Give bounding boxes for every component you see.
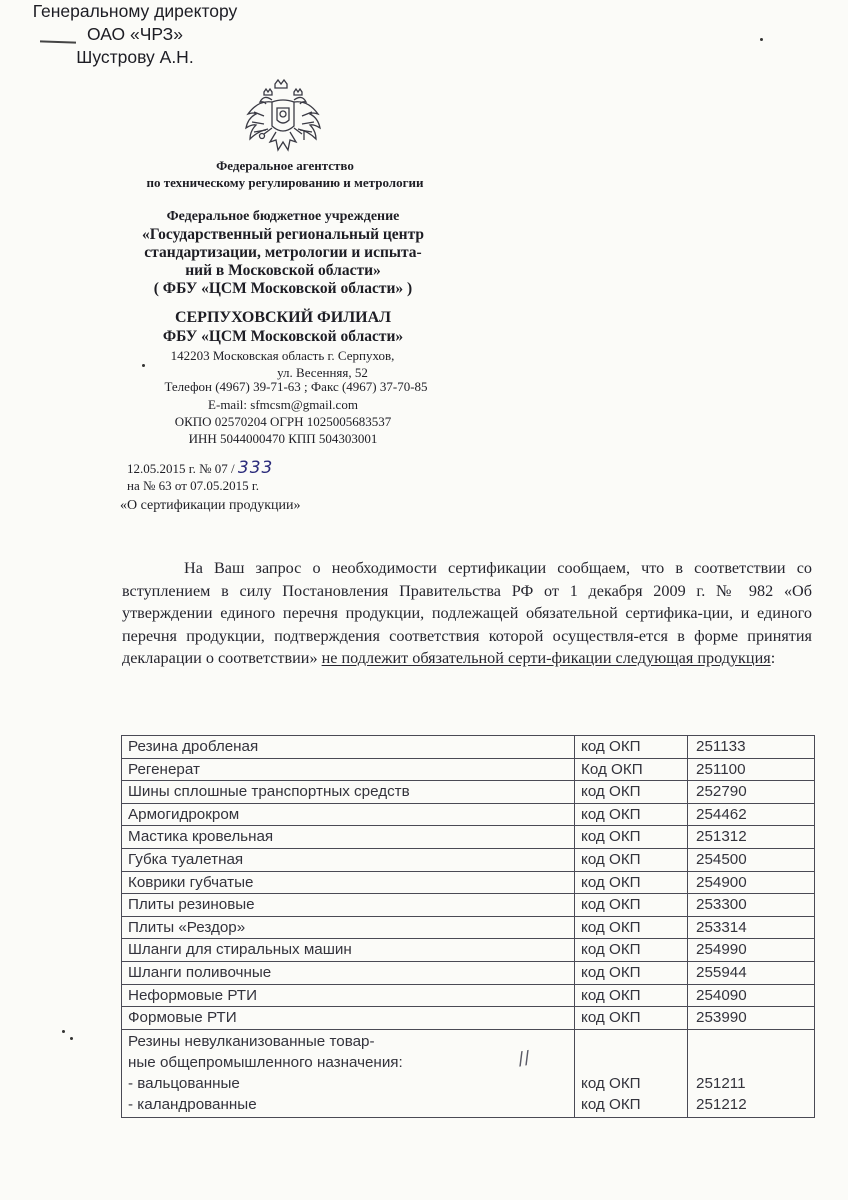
product-name-cell: Коврики губчатые — [122, 871, 575, 894]
okp-code-cell: 251133 — [688, 736, 815, 759]
code-label-cell: код ОКП — [575, 939, 688, 962]
reply-to-line: на № 63 от 07.05.2015 г. — [127, 478, 260, 493]
code-label-cell: код ОКП — [575, 781, 688, 804]
okp-code-cell: 254090 — [688, 984, 815, 1007]
address-line: ул. Весенняя, 52 — [277, 365, 368, 380]
table-row — [122, 781, 815, 804]
addressee-line: ОАО «ЧРЗ» — [87, 24, 183, 44]
table-row — [122, 1007, 815, 1030]
product-name-cell: Плиты «Рездор» — [122, 916, 575, 939]
institution-line: стандартизации, метрологии и испыта- — [144, 244, 422, 261]
date-number-text: 12.05.2015 г. № 07 / — [127, 461, 238, 476]
code-label-cell — [575, 1029, 688, 1117]
table-row — [122, 961, 815, 984]
institution-line: «Государственный региональный центр — [141, 226, 425, 243]
scan-speck — [62, 1030, 65, 1033]
code-label: код ОКП — [581, 1074, 641, 1092]
product-group-heading: Резины невулканизованные товар- — [128, 1032, 375, 1050]
coat-of-arms-icon — [242, 78, 324, 160]
addressee-line: Шустрову А.Н. — [76, 47, 194, 67]
okp-code-cell: 253314 — [688, 916, 815, 939]
okp-code-cell: 254900 — [688, 871, 815, 894]
code-label-cell: код ОКП — [575, 871, 688, 894]
outgoing-date-number — [127, 460, 273, 477]
letter-subject: «О сертификации продукции» — [120, 498, 301, 513]
institution-line: ( ФБУ «ЦСМ Московской области» ) — [153, 280, 413, 297]
product-table — [121, 735, 815, 1118]
okp-code-cell: 252790 — [688, 781, 815, 804]
letter-body — [122, 557, 812, 670]
table-row — [122, 939, 815, 962]
code-label-cell: код ОКП — [575, 894, 688, 917]
table-row — [122, 826, 815, 849]
body-main-text: На Ваш запрос о необходимости сертификации сообщаем, что в соответствии со вступлением в силу Постановления Правительства РФ от 1 декабря 2009 г. № 982 «Об утверждении единого перечня продукции, подлежащей обязательной сертифика-ции, и единого перечня продукции, подтверждения соответствия которой осуществля-ется в форме принятия декларации о соответствии» — [122, 559, 812, 667]
product-subitem: - каландрованные — [128, 1095, 257, 1113]
agency-name — [105, 157, 465, 191]
inn-kpp-line: ИНН 5044000470 КПП 504303001 — [188, 431, 378, 446]
product-subitem: - вальцованные — [128, 1074, 240, 1092]
okp-code: 251211 — [696, 1074, 746, 1092]
code-label-cell: код ОКП — [575, 984, 688, 1007]
code-label-cell: код ОКП — [575, 736, 688, 759]
blank-line — [696, 1052, 814, 1073]
product-name-cell: Армогидрокром — [122, 803, 575, 826]
branch-address — [110, 347, 455, 381]
product-name-cell: Формовые РТИ — [122, 1007, 575, 1030]
product-name-cell: Регенерат — [122, 758, 575, 781]
okp-code-cell: 253300 — [688, 894, 815, 917]
scan-speck — [760, 38, 763, 41]
institution-line: Федеральное бюджетное учреждение — [166, 209, 400, 224]
okp-code-cell: 251100 — [688, 758, 815, 781]
okp-code-cell: 253990 — [688, 1007, 815, 1030]
scan-speck — [70, 1037, 73, 1040]
institution-name — [98, 208, 468, 298]
branch-line: СЕРПУХОВСКИЙ ФИЛИАЛ — [174, 309, 392, 326]
branch-line: ФБУ «ЦСМ Московской области» — [162, 328, 404, 345]
table-row — [122, 803, 815, 826]
addressee-block — [0, 0, 270, 69]
product-name-cell: Шланги поливочные — [122, 961, 575, 984]
blank-line — [581, 1031, 687, 1052]
product-name-cell — [122, 1029, 575, 1117]
product-name-cell: Неформовые РТИ — [122, 984, 575, 1007]
table-row — [122, 916, 815, 939]
product-name-cell: Шины сплошные транспортных средств — [122, 781, 575, 804]
okp-code-cell — [688, 1029, 815, 1117]
table-row-multiline — [122, 1029, 815, 1117]
handwritten-number: 333 — [237, 458, 274, 478]
code-label-cell: код ОКП — [575, 1007, 688, 1030]
okp-code-cell: 255944 — [688, 961, 815, 984]
branch-codes — [98, 396, 468, 447]
addressee-line: Генеральному директору — [32, 1, 238, 21]
email-line: E-mail: sfmcsm@gmail.com — [208, 397, 358, 412]
blank-line — [581, 1052, 687, 1073]
agency-line: Федеральное агентство — [216, 158, 354, 173]
pen-scribble: // — [516, 1047, 532, 1070]
okp-code-cell: 254990 — [688, 939, 815, 962]
branch-phone: Телефон (4967) 39-71-63 ; Факс (4967) 37-70-85 — [164, 379, 428, 394]
institution-line: ний в Московской области» — [185, 262, 381, 279]
product-name-cell: Губка туалетная — [122, 848, 575, 871]
agency-line: по техническому регулированию и метрологии — [146, 175, 424, 190]
okpo-ogrn-line: ОКПО 02570204 ОГРН 1025005683537 — [174, 414, 392, 429]
okp-code-cell: 254462 — [688, 803, 815, 826]
blank-line — [696, 1031, 814, 1052]
code-label-cell: код ОКП — [575, 803, 688, 826]
product-name-cell: Резина дробленая — [122, 736, 575, 759]
code-label-cell: код ОКП — [575, 826, 688, 849]
table-row — [122, 736, 815, 759]
product-name-cell: Плиты резиновые — [122, 894, 575, 917]
okp-code-cell: 254500 — [688, 848, 815, 871]
okp-code: 251212 — [696, 1095, 747, 1113]
code-label: код ОКП — [581, 1095, 641, 1113]
code-label-cell: Код ОКП — [575, 758, 688, 781]
code-label-cell: код ОКП — [575, 916, 688, 939]
scan-speck — [142, 364, 145, 367]
product-name-cell: Шланги для стиральных машин — [122, 939, 575, 962]
product-name-cell: Мастика кровельная — [122, 826, 575, 849]
table-row — [122, 848, 815, 871]
outgoing-reference — [127, 460, 273, 494]
address-line: 142203 Московская область г. Серпухов, — [170, 348, 395, 363]
product-group-heading: ные общепромышленного назначения: — [128, 1053, 403, 1071]
code-label-cell: код ОКП — [575, 961, 688, 984]
product-table-body — [122, 736, 815, 1118]
okp-code-cell: 251312 — [688, 826, 815, 849]
body-tail: : — [770, 649, 776, 667]
body-underlined-text: не подлежит обязательной серти-фикации следующая продукция — [321, 649, 771, 667]
table-row — [122, 894, 815, 917]
table-row — [122, 758, 815, 781]
code-label-cell: код ОКП — [575, 848, 688, 871]
table-row — [122, 871, 815, 894]
table-row — [122, 984, 815, 1007]
branch-name — [98, 308, 468, 346]
